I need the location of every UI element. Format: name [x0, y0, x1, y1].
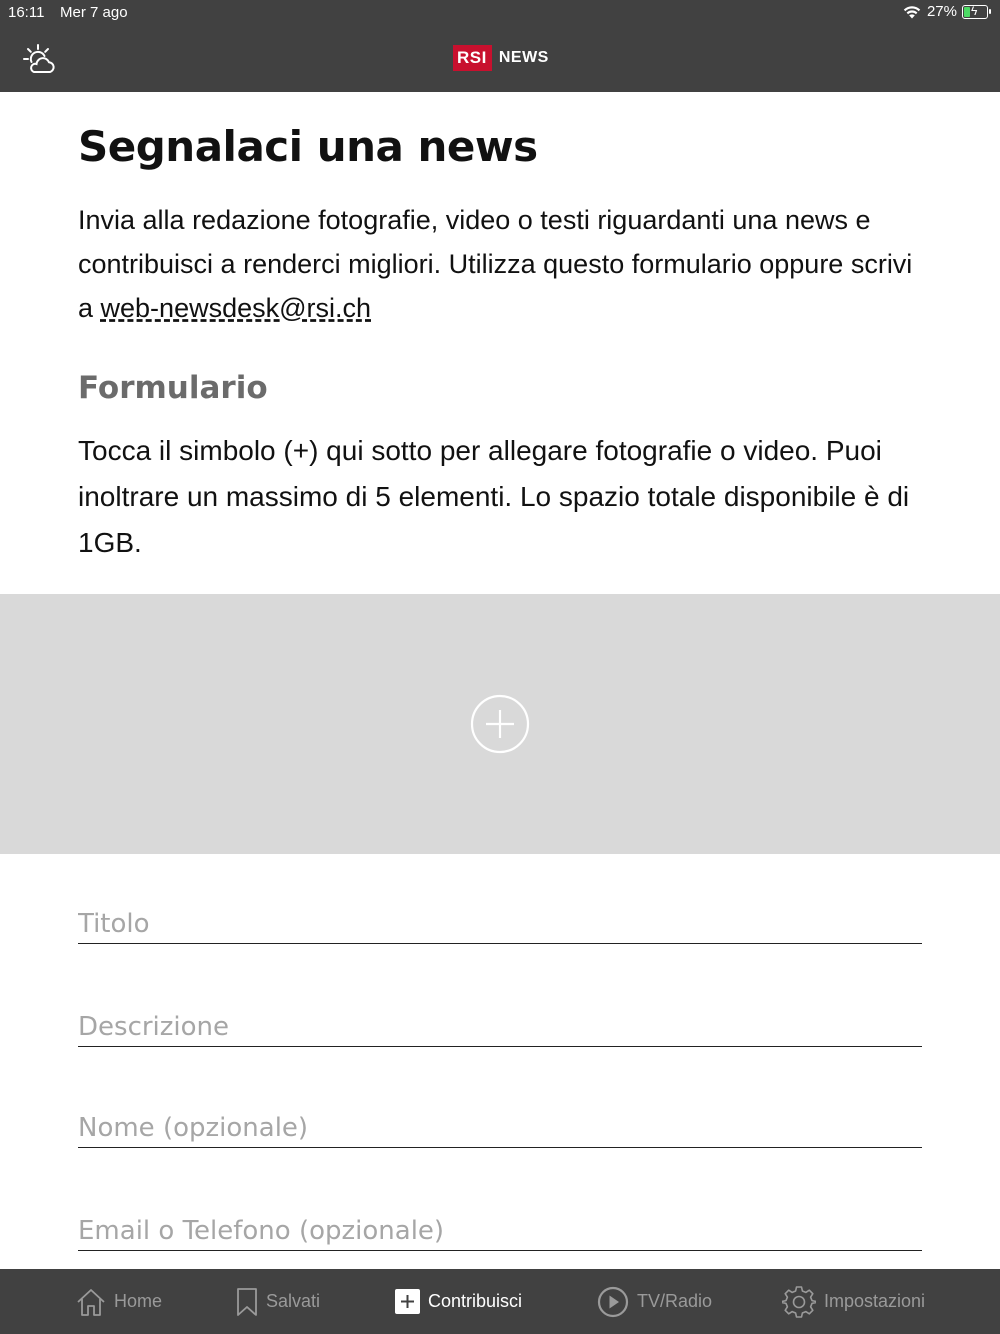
tab-bar	[0, 1269, 1000, 1334]
tab-salvati-label: Salvati	[266, 1291, 321, 1311]
brand-logo	[453, 45, 549, 71]
wifi-icon	[902, 4, 922, 20]
plus-square-icon	[395, 1289, 420, 1314]
intro-body: Invia alla redazione fotografie, video o testi riguardanti una news e contribuisci a renderci migliori. Utilizza questo formulario oppure scrivi a	[78, 205, 913, 323]
battery-level	[964, 7, 970, 17]
status-bar	[0, 0, 1000, 26]
tab-impostazioni-label: Impostazioni	[824, 1291, 926, 1311]
charging-bolt-icon: ϟ	[971, 3, 978, 18]
newsdesk-email-link[interactable]: web-newsdesk@rsi.ch	[100, 293, 372, 323]
contact-field[interactable]	[78, 1199, 922, 1250]
gear-icon	[782, 1285, 816, 1319]
add-circle-icon[interactable]	[470, 694, 530, 754]
play-circle-icon	[597, 1286, 629, 1318]
tab-impostazioni[interactable]	[782, 1269, 925, 1334]
bookmark-icon	[236, 1287, 258, 1317]
home-icon	[76, 1287, 106, 1317]
battery-percentage: 27%	[926, 3, 957, 20]
top-bar	[0, 26, 1000, 92]
description-field[interactable]	[78, 995, 922, 1046]
weather-icon[interactable]	[22, 42, 58, 78]
tab-salvati[interactable]	[236, 1269, 320, 1334]
description-field-container	[78, 995, 922, 1047]
status-date: Mer 7 ago	[60, 4, 128, 21]
title-field[interactable]	[78, 892, 922, 943]
battery-charging-icon	[962, 5, 988, 19]
name-field[interactable]	[78, 1096, 922, 1147]
title-field-container	[78, 892, 922, 944]
main-content	[78, 118, 922, 566]
tab-home[interactable]	[76, 1269, 162, 1334]
tab-tv-radio-label: TV/Radio	[637, 1291, 713, 1311]
status-right	[902, 3, 988, 20]
rsi-logo: RSI	[453, 45, 492, 71]
tab-contribuisci[interactable]	[395, 1269, 522, 1334]
page-title: Segnalaci una news	[78, 122, 538, 171]
intro-text	[78, 198, 922, 330]
name-field-container	[78, 1096, 922, 1148]
tab-tv-radio[interactable]	[597, 1269, 712, 1334]
upload-instructions: Tocca il simbolo (+) qui sotto per allegare fotografie o video. Puoi inoltrare un massimo di 5 elementi. Lo spazio totale disponibile è di 1GB.	[78, 435, 910, 558]
tab-home-label: Home	[114, 1291, 163, 1311]
section-title: Formulario	[78, 370, 268, 406]
tab-contribuisci-label: Contribuisci	[428, 1291, 523, 1311]
contact-field-container	[78, 1199, 922, 1251]
brand-name: NEWS	[498, 49, 549, 66]
status-time: 16:11	[8, 4, 45, 21]
